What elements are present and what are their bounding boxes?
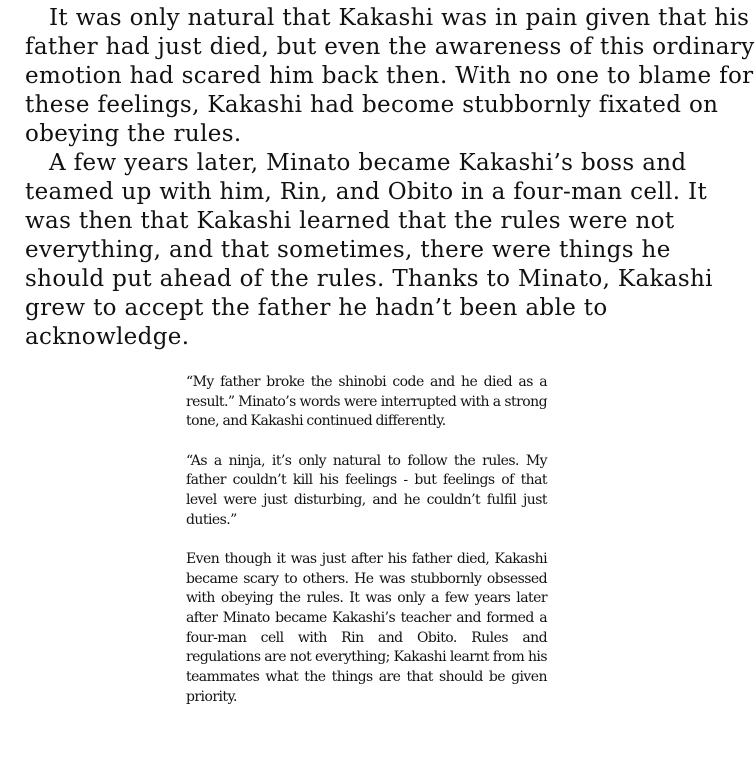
main-paragraph-2: A few years later, Minato became Kakashi’s boss and teamed up with him, Rin, and Obito in a four-man cell. It was then that Kakashi learned that the rules were not everything, and that sometimes, there were things he should put ahead of the rules. Thanks to Minato, Kakashi grew to accept the father he hadn’t been able to acknowledge. (25, 150, 713, 350)
inset-paragraph-2: “As a ninja, it’s only natural to follow the rules. My father couldn’t kill his feelings - but feelings of that level were just disturbing, and he couldn’t fulfil just duties.” (186, 452, 547, 528)
main-paragraph-1: It was only natural that Kakashi was in pain given that his father had just died, but even the awareness of this ordinary emotion had scared him back then. With no one to blame for these feelings, Kakashi had become stubbornly fixated on obeying the rules. (25, 5, 755, 147)
inset-paragraph-3: Even though it was just after his father died, Kakashi became scary to others. He was stubbornly obsessed with obeying the rules. It was only a few years later after Minato became Kakashi’s teacher and formed a four-man cell with Rin and Obito. Rules and regulations are not everything; Kakashi learnt from his teammates what the things are that should be given priority. (186, 550, 547, 705)
inset-text-block (186, 373, 547, 727)
inset-paragraph-1: “My father broke the shinobi code and he died as a result.” Minato’s words were interrupted with a strong tone, and Kakashi continued differently. (186, 374, 547, 430)
main-text-block (25, 4, 755, 352)
